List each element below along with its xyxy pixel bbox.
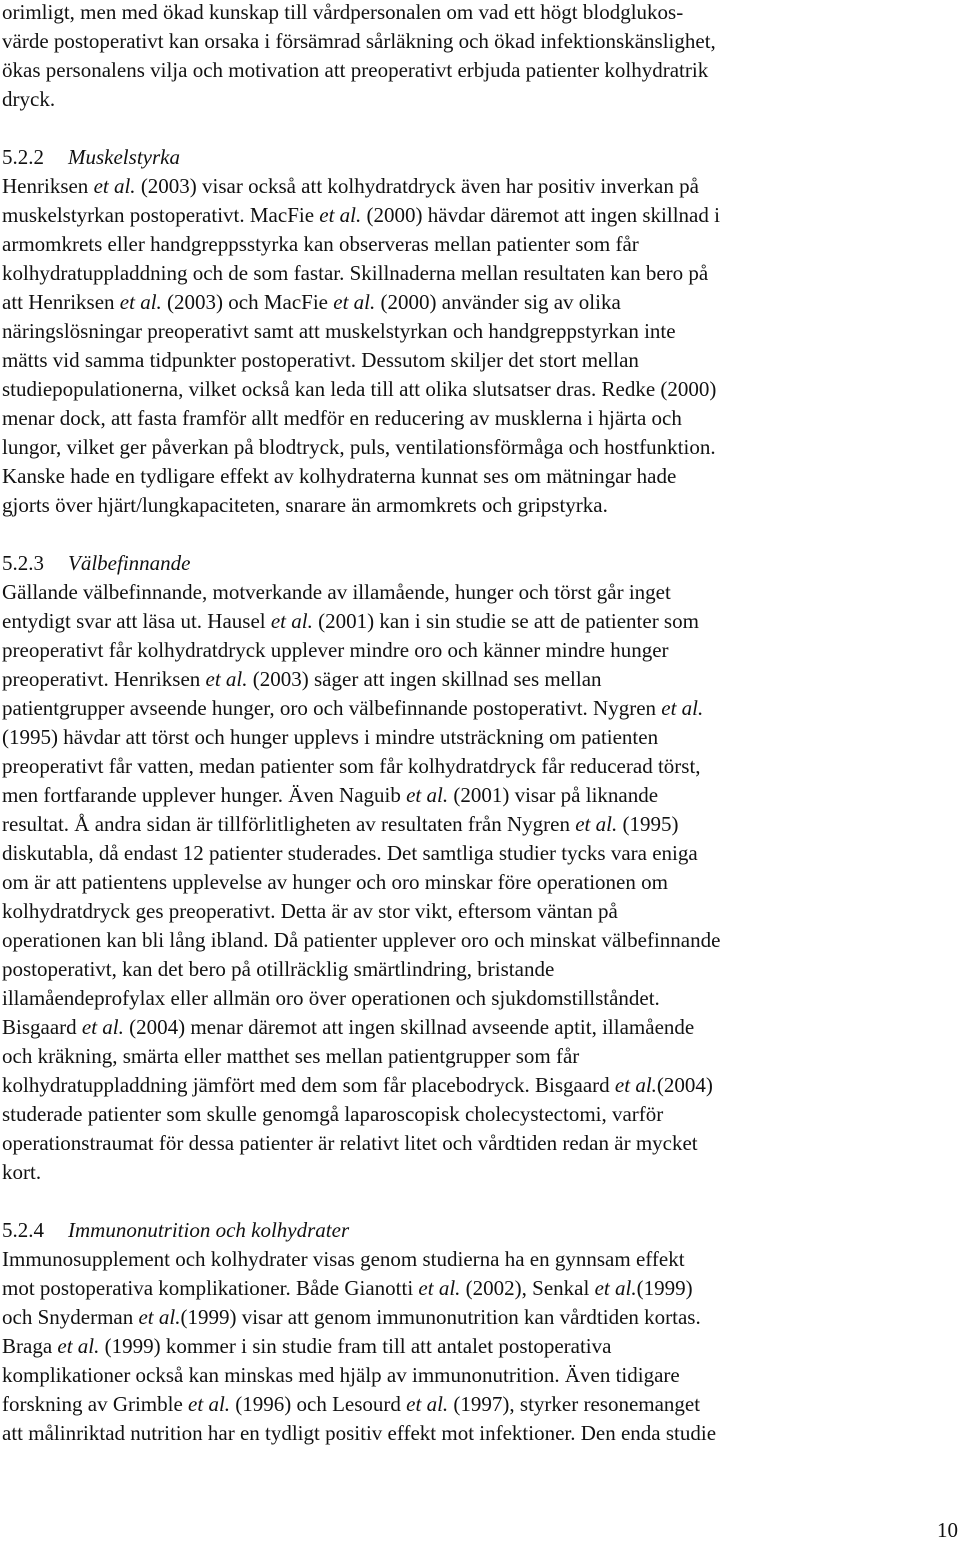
text-line: och kräkning, smärta eller matthet ses mellan patientgrupper som får [2, 1044, 580, 1068]
text-line: armomkrets eller handgreppsstyrka kan observeras mellan patienter som får [2, 232, 639, 256]
italic-citation: et al. [81, 1015, 124, 1039]
section-heading-immunonutrition [2, 1216, 874, 1245]
text-line: men fortfarande upplever hunger. Även Naguib et al. (2001) visar på liknande [2, 783, 659, 807]
text-line: att målinriktad nutrition har en tydligt positiv effekt mot infektioner. Den enda studie [2, 1421, 717, 1445]
text-line: entydigt svar att läsa ut. Hausel et al. (2001) kan i sin studie se att de patienter som [2, 609, 699, 633]
section-title: Välbefinnande [68, 551, 191, 575]
italic-citation: et al. [575, 812, 618, 836]
paragraph-valbefinnande [2, 578, 874, 1187]
text-line: forskning av Grimble et al. (1996) och Lesourd et al. (1997), styrker resonemanget [2, 1392, 701, 1416]
text-line: preoperativt. Henriksen et al. (2003) säger att ingen skillnad ses mellan [2, 667, 602, 691]
italic-citation: et al. [661, 696, 704, 720]
text-line: Henriksen et al. (2003) visar också att kolhydratdryck även har positiv inverkan på [2, 174, 699, 198]
text-line: mot postoperativa komplikationer. Både Gianotti et al. (2002), Senkal et al.(1999) [2, 1276, 693, 1300]
italic-citation: et al. [614, 1073, 657, 1097]
text-line: dryck. [2, 87, 56, 111]
text-line: (1995) hävdar att törst och hunger upplevs i mindre utsträckning om patienten [2, 725, 659, 749]
italic-citation: et al. [205, 667, 248, 691]
section-heading-muskelstyrka [2, 143, 874, 172]
text-line: postoperativt, kan det bero på otillräcklig smärtlindring, bristande [2, 957, 555, 981]
italic-citation: et al. [333, 290, 376, 314]
body-text [2, 0, 874, 1448]
text-line: preoperativt får kolhydratdryck upplever mindre oro och känner mindre hunger [2, 638, 669, 662]
text-line: kolhydratuppladdning jämfört med dem som får placebodryck. Bisgaard et al.(2004) [2, 1073, 713, 1097]
italic-citation: et al. [406, 783, 449, 807]
text-line: och Snyderman et al.(1999) visar att genom immunonutrition kan vårdtiden kortas. [2, 1305, 701, 1329]
paragraph-gap [2, 1187, 874, 1216]
section-title: Muskelstyrka [68, 145, 180, 169]
section-heading-valbefinnande [2, 549, 874, 578]
section-title: Immunonutrition och kolhydrater [68, 1218, 350, 1242]
text-line: Immunosupplement och kolhydrater visas genom studierna ha en gynnsam effekt [2, 1247, 685, 1271]
text-line: muskelstyrkan postoperativt. MacFie et al. (2000) hävdar däremot att ingen skillnad i [2, 203, 720, 227]
text-line: komplikationer också kan minskas med hjälp av immunonutrition. Även tidigare [2, 1363, 680, 1387]
text-line: Braga et al. (1999) kommer i sin studie fram till att antalet postoperativa [2, 1334, 612, 1358]
italic-citation: et al. [188, 1392, 231, 1416]
paragraph-intro [2, 0, 874, 114]
italic-citation: et al. [138, 1305, 181, 1329]
text-line: Kanske hade en tydligare effekt av kolhydraterna kunnat ses om mätningar hade [2, 464, 677, 488]
text-line: Bisgaard et al. (2004) menar däremot att ingen skillnad avseende aptit, illamående [2, 1015, 695, 1039]
text-line: studerade patienter som skulle genomgå laparoscopisk cholecystectomi, varför [2, 1102, 664, 1126]
paragraph-muskelstyrka [2, 172, 874, 520]
text-line: näringslösningar preoperativt samt att muskelstyrkan och handgreppstyrkan inte [2, 319, 676, 343]
paragraph-immunonutrition [2, 1245, 874, 1448]
section-number: 5.2.3 [2, 551, 44, 575]
italic-citation: et al. [406, 1392, 449, 1416]
italic-citation: et al. [93, 174, 136, 198]
text-line: Gällande välbefinnande, motverkande av illamående, hunger och törst går inget [2, 580, 671, 604]
text-line: kolhydratdryck ges preoperativt. Detta är av stor vikt, eftersom väntan på [2, 899, 618, 923]
italic-citation: et al. [270, 609, 313, 633]
text-line: diskutabla, då endast 12 patienter studerades. Det samtliga studier tycks vara eniga [2, 841, 698, 865]
text-line: gjorts över hjärt/lungkapaciteten, snarare än armomkrets och gripstyrka. [2, 493, 608, 517]
text-line: operationen kan bli lång ibland. Då patienter upplever oro och minskat välbefinnande [2, 928, 721, 952]
text-line: om är att patientens upplevelse av hunger och oro minskar före operationen om [2, 870, 668, 894]
italic-citation: et al. [594, 1276, 637, 1300]
section-number: 5.2.4 [2, 1218, 44, 1242]
text-line: patientgrupper avseende hunger, oro och välbefinnande postoperativt. Nygren et al. [2, 696, 704, 720]
text-line: mätts vid samma tidpunkter postoperativt. Dessutom skiljer det stort mellan [2, 348, 639, 372]
paragraph-gap [2, 520, 874, 549]
section-number: 5.2.2 [2, 145, 44, 169]
text-line: preoperativt får vatten, medan patienter som får kolhydratdryck får reducerad törst, [2, 754, 701, 778]
italic-citation: et al. [119, 290, 162, 314]
page-number: 10 [937, 1518, 958, 1542]
italic-citation: et al. [418, 1276, 461, 1300]
text-line: ökas personalens vilja och motivation att preoperativt erbjuda patienter kolhydratrik [2, 58, 709, 82]
text-line: kort. [2, 1160, 42, 1184]
text-line: operationstraumat för dessa patienter är relativt litet och vårdtiden redan är mycket [2, 1131, 698, 1155]
text-line: menar dock, att fasta framför allt medför en reducering av musklerna i hjärta och [2, 406, 682, 430]
text-line: kolhydratuppladdning och de som fastar. Skillnaderna mellan resultaten kan bero på [2, 261, 709, 285]
text-line: värde postoperativt kan orsaka i försämrad sårläkning och ökad infektionskänslighet, [2, 29, 716, 53]
text-line: studiepopulationerna, vilket också kan leda till att olika slutsatser dras. Redke (2000) [2, 377, 717, 401]
text-line: att Henriksen et al. (2003) och MacFie et al. (2000) använder sig av olika [2, 290, 621, 314]
italic-citation: et al. [57, 1334, 100, 1358]
text-line: resultat. Å andra sidan är tillförlitligheten av resultaten från Nygren et al. (1995) [2, 812, 679, 836]
text-line: illamåendeprofylax eller allmän oro över operationen och sjukdomstillståndet. [2, 986, 660, 1010]
italic-citation: et al. [319, 203, 362, 227]
text-line: lungor, vilket ger påverkan på blodtryck, puls, ventilationsförmåga och hostfunktion. [2, 435, 716, 459]
paragraph-gap [2, 114, 874, 143]
text-line: orimligt, men med ökad kunskap till vårdpersonalen om vad ett högt blodglukos- [2, 0, 684, 24]
